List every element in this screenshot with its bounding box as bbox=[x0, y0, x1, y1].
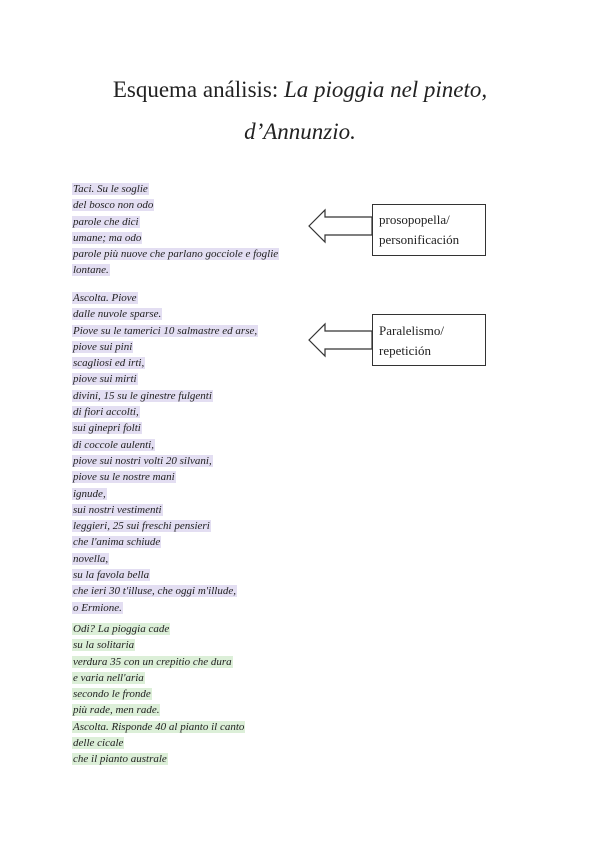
poem-line: lontane. bbox=[73, 264, 109, 277]
poem-line: che il pianto australe bbox=[73, 753, 167, 766]
poem-line: di coccole aulenti, bbox=[73, 438, 154, 451]
poem-line: parole che dici bbox=[73, 215, 139, 228]
annotation-text: Paralelismo/ bbox=[379, 323, 444, 338]
annotation-text: personificación bbox=[379, 232, 460, 247]
annotation-box-paralelismo bbox=[372, 314, 486, 366]
poem-line: dalle nuvole sparse. bbox=[73, 308, 162, 321]
poem-line: Taci. Su le soglie bbox=[73, 183, 148, 195]
annotation-box-prosopopeya bbox=[372, 204, 486, 256]
poem-line: di fiori accolti, bbox=[73, 406, 139, 419]
page-title-author bbox=[0, 120, 600, 143]
poem-line: secondo le fronde bbox=[73, 688, 151, 701]
poem-line: che l'anima schiude bbox=[73, 536, 161, 549]
poem-line: più rade, men rade. bbox=[73, 704, 160, 717]
poem-line: leggieri, 25 sui freschi pensieri bbox=[73, 520, 210, 533]
poem-line: piove sui nostri volti 20 silvani, bbox=[73, 454, 212, 467]
poem-line: o Ermione. bbox=[73, 601, 122, 614]
left-arrow-icon bbox=[308, 321, 374, 359]
poem-line: piove sui mirti bbox=[73, 373, 137, 386]
stanza-1 bbox=[72, 181, 279, 279]
page-title bbox=[0, 78, 600, 101]
annotation-text: repetición bbox=[379, 343, 431, 358]
poem-line: novella, bbox=[73, 552, 109, 565]
poem-line: Odi? La pioggia cade bbox=[73, 623, 170, 635]
poem-line: divini, 15 su le ginestre fulgenti bbox=[73, 389, 212, 402]
poem-line: sui nostri vestimenti bbox=[73, 503, 162, 516]
poem-line: verdura 35 con un crepitio che dura bbox=[73, 655, 232, 668]
poem-line: che ieri 30 t'illuse, che oggi m'illude, bbox=[73, 585, 236, 598]
poem-line: e varia nell'aria bbox=[73, 671, 144, 684]
poem-line: piove sui pini bbox=[73, 340, 133, 353]
title-prefix: Esquema análisis: bbox=[112, 77, 284, 102]
poem-line: piove su le nostre mani bbox=[73, 471, 175, 484]
poem-line: scagliosi ed irti, bbox=[73, 357, 145, 370]
annotation-text: prosopopella/ bbox=[379, 212, 450, 227]
left-arrow-icon bbox=[308, 207, 374, 245]
title-author: d’Annunzio. bbox=[244, 119, 356, 144]
stanza-3 bbox=[72, 621, 245, 768]
stanza-2 bbox=[72, 290, 258, 616]
poem-line: parole più nuove che parlano gocciole e foglie bbox=[73, 248, 279, 261]
title-work: La pioggia nel pineto, bbox=[284, 77, 488, 102]
poem-line: del bosco non odo bbox=[73, 199, 154, 212]
poem-line: su la solitaria bbox=[73, 639, 135, 652]
poem-line: umane; ma odo bbox=[73, 231, 142, 244]
poem-line: su la favola bella bbox=[73, 569, 150, 582]
poem-line: sui ginepri folti bbox=[73, 422, 141, 435]
poem-line: Ascolta. Risponde 40 al pianto il canto bbox=[73, 720, 245, 733]
poem-line: delle cicale bbox=[73, 737, 124, 750]
poem-line: ignude, bbox=[73, 487, 106, 500]
poem-line: Piove su le tamerici 10 salmastre ed arse, bbox=[73, 324, 258, 337]
poem-line: Ascolta. Piove bbox=[73, 292, 137, 304]
